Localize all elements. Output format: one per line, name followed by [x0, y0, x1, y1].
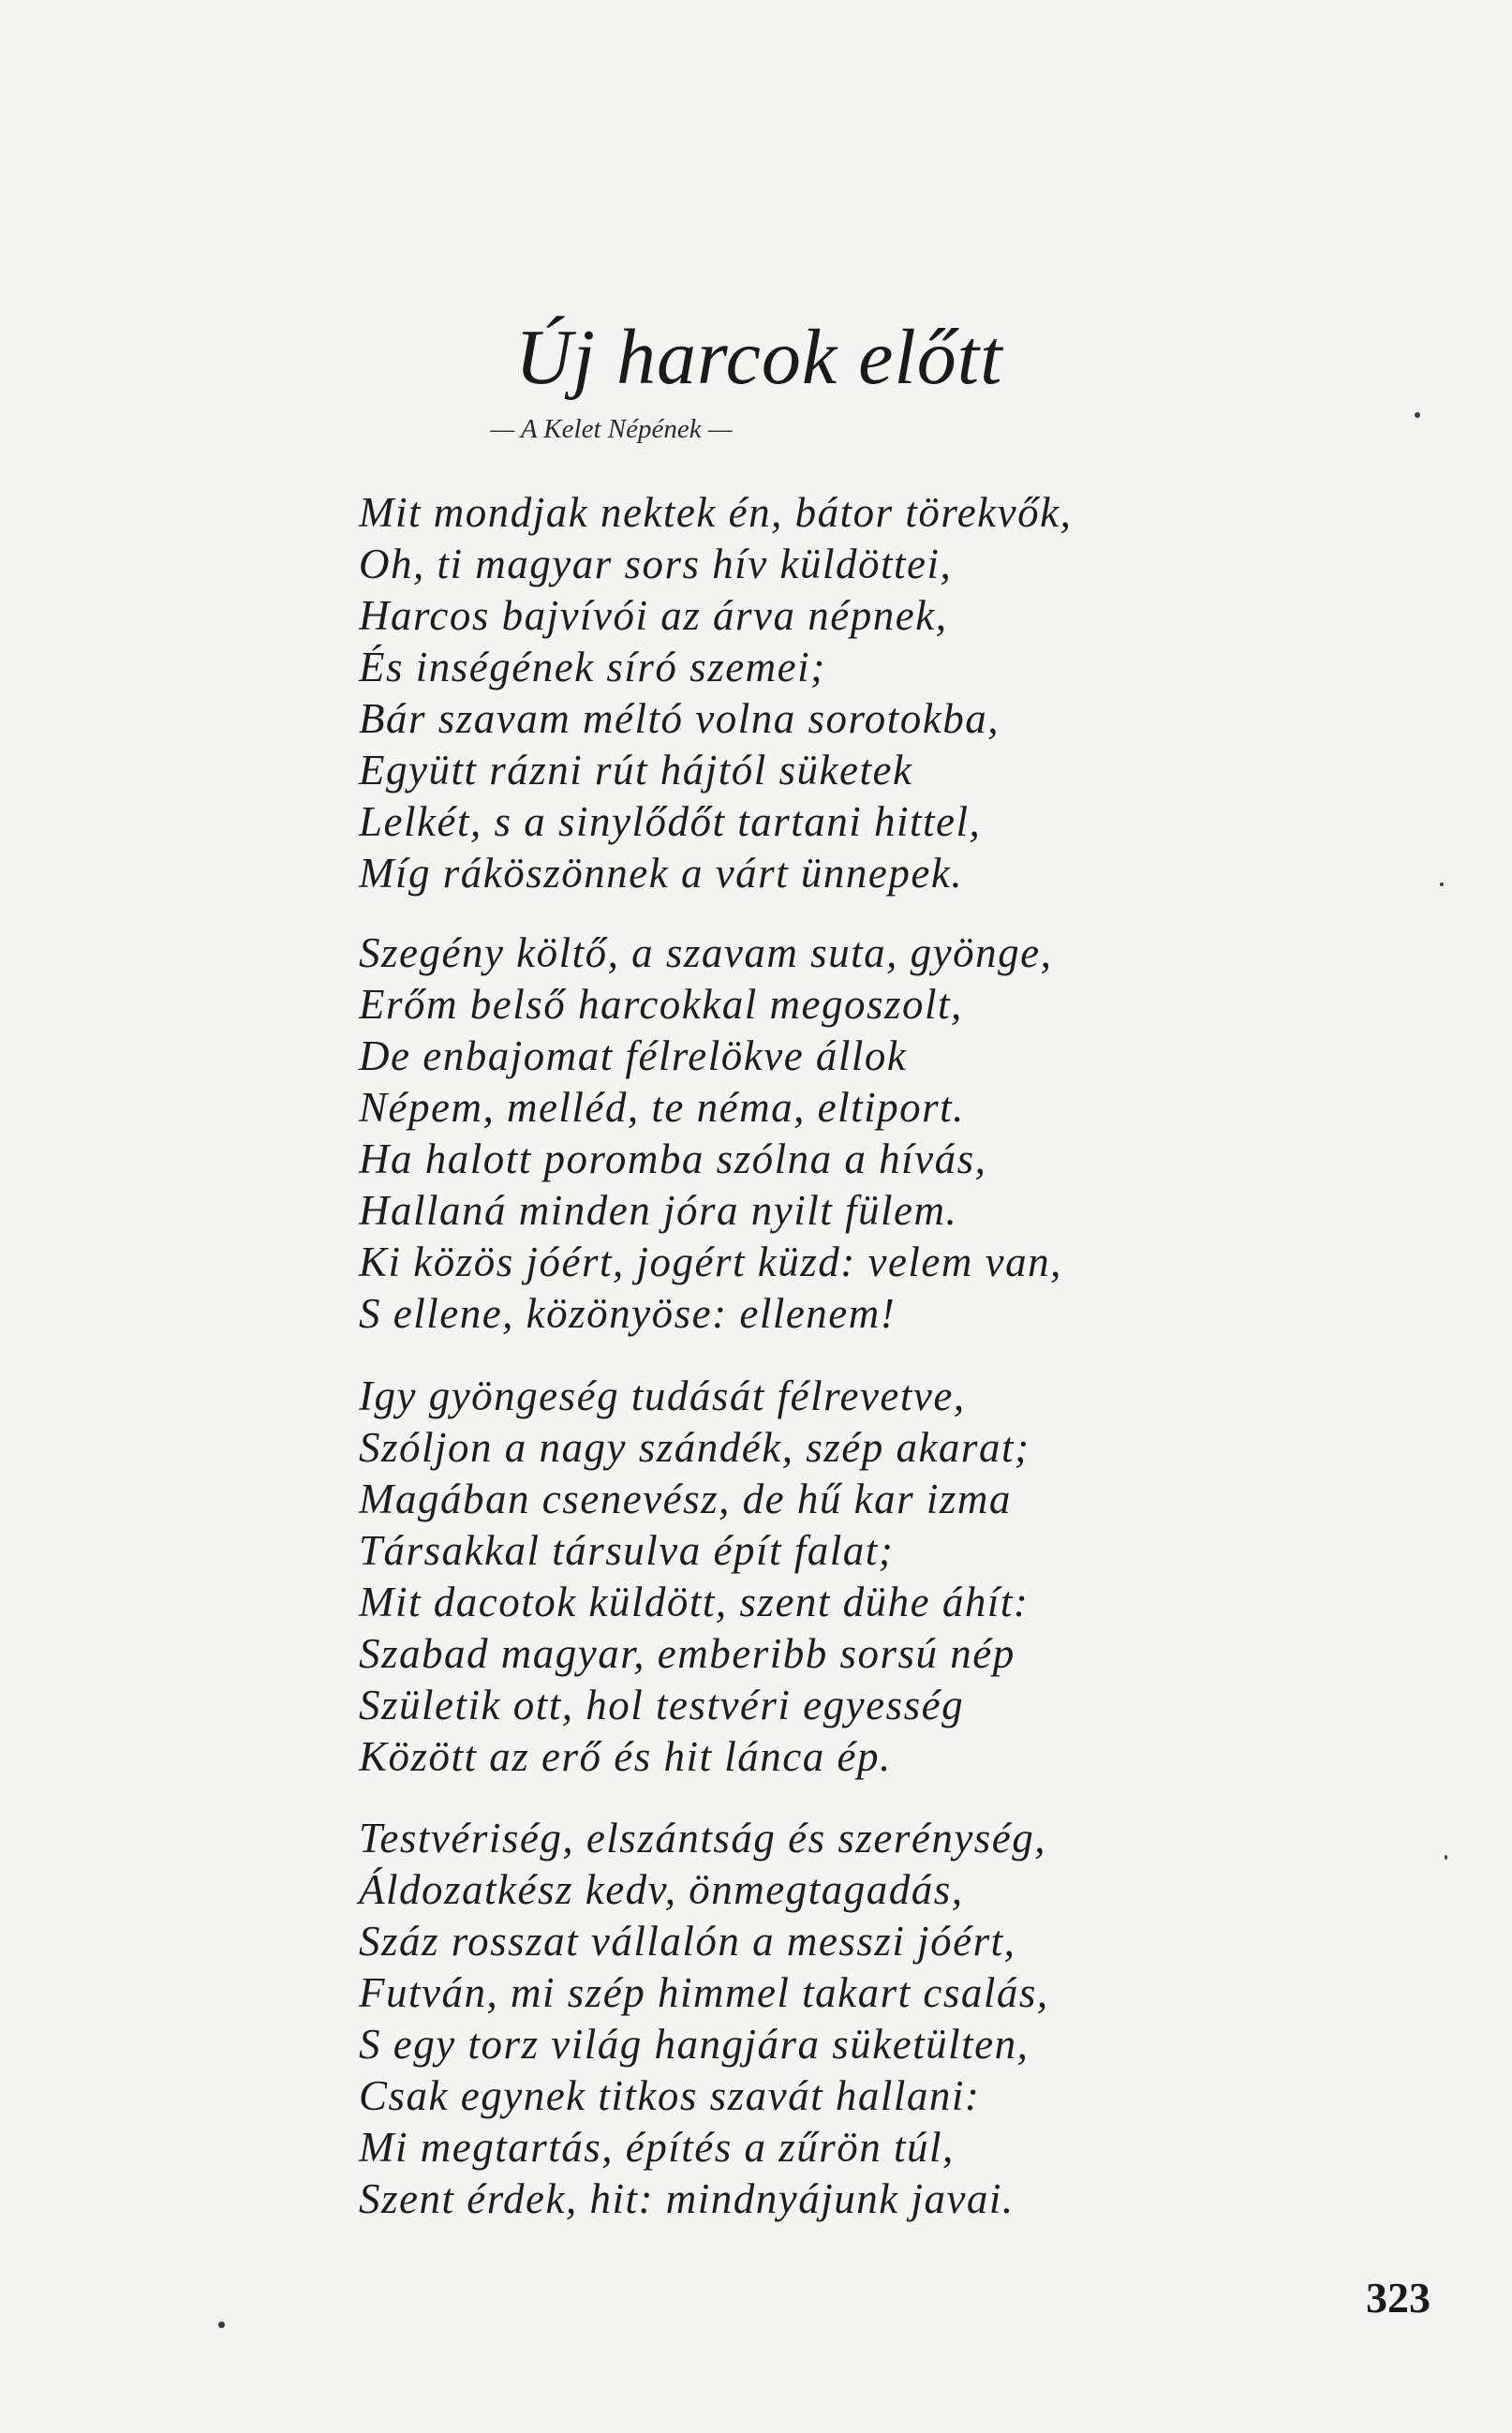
print-speck: [218, 2322, 225, 2328]
poem-line: Harcos bajvívói az árva népnek,: [359, 592, 948, 639]
poem-line: Oh, ti magyar sors hív küldöttei,: [359, 541, 953, 587]
poem-line: S egy torz világ hangjára süketülten,: [359, 2021, 1030, 2068]
poem-line: Ki közös jóért, jogért küzd: velem van,: [359, 1239, 1062, 1285]
poem-title: Új harcok előtt: [515, 314, 1003, 401]
poem-line: Áldozatkész kedv, önmegtagadás,: [359, 1866, 964, 1913]
poem-line: Mit dacotok küldött, szent dühe áhít:: [359, 1579, 1030, 1625]
print-speck: [1415, 412, 1420, 418]
poem-line: Futván, mi szép himmel takart csalás,: [359, 1969, 1049, 2016]
print-speck: [1440, 883, 1444, 886]
poem-line: Míg ráköszönnek a várt ünnepek.: [359, 850, 964, 897]
poem-line: Csak egynek titkos szavát hallani:: [359, 2072, 981, 2119]
poem-line: Szabad magyar, emberibb sorsú nép: [359, 1630, 1015, 1677]
poem-line: Mi megtartás, építés a zűrön túl,: [359, 2124, 955, 2171]
poem-line: Társakkal társulva épít falat;: [359, 1527, 895, 1574]
poem-dedication: — A Kelet Népének —: [490, 414, 733, 444]
poem-line: Együtt rázni rút hájtól süketek: [359, 747, 913, 794]
poem-line: Bár szavam méltó volna sorotokba,: [359, 695, 1001, 742]
poem-line: Lelkét, s a sinylődőt tartani hittel,: [359, 798, 982, 845]
poem-line: Között az erő és hit lánca ép.: [359, 1733, 892, 1780]
page-number: 323: [1366, 2274, 1430, 2322]
poem-line: Népem, melléd, te néma, eltiport.: [359, 1084, 965, 1131]
poem-line: Erőm belső harcokkal megoszolt,: [359, 981, 963, 1028]
poem-line: De enbajomat félrelökve állok: [359, 1032, 908, 1079]
poem-line: Igy gyöngeség tudását félrevetve,: [359, 1372, 966, 1419]
poem-line: Születik ott, hol testvéri egyesség: [359, 1682, 965, 1728]
poem-line: S ellene, közönyöse: ellenem!: [359, 1290, 897, 1337]
stanza-2: [359, 927, 1258, 1340]
stanza-4: [359, 1813, 1258, 2225]
poem-line: Ha halott poromba szólna a hívás,: [359, 1135, 987, 1182]
poem-line: Szegény költő, a szavam suta, gyönge,: [359, 929, 1053, 976]
poem-line: Szent érdek, hit: mindnyájunk javai.: [359, 2175, 1015, 2222]
stanza-1: [359, 487, 1258, 899]
poem-line: Szóljon a nagy szándék, szép akarat;: [359, 1424, 1030, 1471]
poem-line: Mit mondjak nektek én, bátor törekvők,: [359, 489, 1073, 536]
stanza-3: [359, 1371, 1258, 1783]
poem-line: Száz rosszat vállalón a messzi jóért,: [359, 1918, 1016, 1965]
poem-line: Magában csenevész, de hű kar izma: [359, 1476, 1012, 1522]
poem-line: És inségének síró szemei;: [359, 644, 826, 690]
print-speck: [1445, 1855, 1447, 1860]
poem-line: Hallaná minden jóra nyilt fülem.: [359, 1187, 958, 1234]
poem-line: Testvériség, elszántság és szerénység,: [359, 1815, 1047, 1862]
